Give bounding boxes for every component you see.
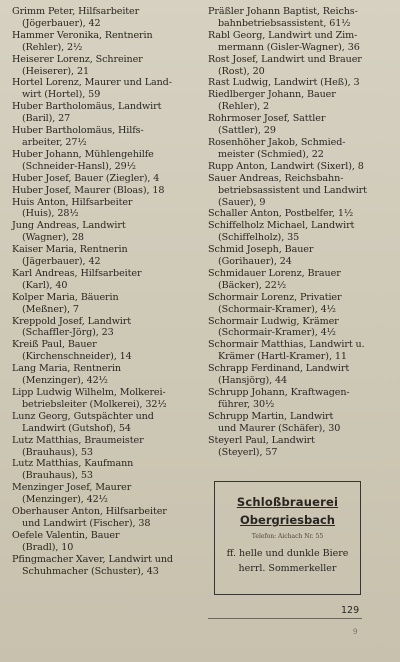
entry-continuation-line: (Hansjörg), 44 <box>218 375 288 387</box>
entry-name-line: Menzinger Josef, Maurer <box>12 482 132 494</box>
footer-mark: 9 <box>353 628 358 636</box>
entry-continuation-line: (Menzinger), 42½ <box>22 375 108 387</box>
entry-continuation-line: (Karl), 40 <box>22 279 68 291</box>
directory-entry <box>208 363 394 387</box>
entry-name-line: Schrapp Ferdinand, Landwirt <box>208 363 350 375</box>
entry-name-line: Präßler Johann Baptist, Reichs- <box>208 6 358 17</box>
entry-continuation-line: (Bäcker), 22½ <box>218 279 287 291</box>
directory-entry <box>208 411 394 435</box>
entry-name-line: Huber Josef, Bauer (Ziegler), 4 <box>12 172 160 184</box>
entry-name-line: Schaller Anton, Postbelfer, 1½ <box>208 208 354 220</box>
entry-name-line: Lutz Matthias, Braumeister <box>12 434 144 446</box>
entry-name-line: Huis Anton, Hilfsarbeiter <box>12 196 133 208</box>
directory-entry <box>12 54 202 78</box>
entry-name-line: Hammer Veronika, Rentnerin <box>12 29 153 41</box>
entry-name-line: Kaiser Maria, Rentnerin <box>12 244 128 256</box>
entry-continuation-line: (Jägerbauer), 42 <box>22 256 101 268</box>
directory-entry <box>12 30 202 54</box>
entry-continuation-line: (Kirchenschneider), 14 <box>22 351 132 363</box>
entry-continuation-line: (Steyerl), 57 <box>218 446 278 458</box>
entry-continuation-line: wirt (Hortel), 59 <box>22 89 101 101</box>
directory-entry <box>12 530 202 554</box>
directory-entry <box>12 363 202 387</box>
directory-entry <box>208 208 394 220</box>
entry-name-line: Lunz Georg, Gutspächter und <box>12 410 154 422</box>
directory-entry <box>208 435 394 459</box>
entry-continuation-line: (Jögerbauer), 42 <box>22 17 101 29</box>
entry-continuation-line: (Baril), 27 <box>22 113 71 125</box>
entry-name-line: Kreiß Paul, Bauer <box>12 339 97 351</box>
directory-entry <box>12 292 202 316</box>
left-column <box>12 6 202 578</box>
entry-continuation-line: (Huis), 28½ <box>22 208 79 220</box>
entry-continuation-line: und Landwirt (Fischer), 38 <box>22 517 151 529</box>
ad-title: Schloßbrauerei <box>236 495 339 509</box>
entry-continuation-line: (Rehler), 2½ <box>22 41 83 53</box>
entry-continuation-line: (Schormair-Kramer), 4½ <box>218 327 336 339</box>
entry-continuation-line: (Brauhaus), 53 <box>22 470 93 482</box>
directory-entry <box>208 6 394 30</box>
entry-name-line: Huber Bartholomäus, Hilfs- <box>12 125 144 137</box>
entry-name-line: Riedlberger Johann, Bauer <box>208 89 336 101</box>
entry-name-line: Huber Johann, Mühlengehilfe <box>12 148 154 160</box>
directory-entry <box>12 435 202 459</box>
page-number: 129 <box>341 605 360 616</box>
entry-name-line: Schmidauer Lorenz, Brauer <box>208 267 341 279</box>
ad-place: Obergriesbach <box>240 513 335 527</box>
entry-continuation-line: (Rehler), 2 <box>218 101 270 113</box>
directory-entry <box>208 220 394 244</box>
brewery-advertisement <box>214 481 361 595</box>
entry-continuation-line: Landwirt (Gutshof), 54 <box>22 422 131 434</box>
entry-name-line: Oefele Valentin, Bauer <box>12 529 120 541</box>
entry-continuation-line: (Sattler), 29 <box>218 125 276 137</box>
entry-continuation-line: Schuhmacher (Schuster), 43 <box>22 565 159 577</box>
directory-entry <box>208 77 394 89</box>
entry-name-line: Oberhauser Anton, Hilfsarbeiter <box>12 506 167 518</box>
directory-entry <box>12 77 202 101</box>
directory-entry <box>12 339 202 363</box>
entry-continuation-line: (Brauhaus), 53 <box>22 446 93 458</box>
entry-continuation-line: arbeiter, 27½ <box>22 136 87 148</box>
entry-name-line: Rosenhöher Jakob, Schmied- <box>208 136 346 148</box>
entry-name-line: Huber Josef, Maurer (Bloas), 18 <box>12 184 165 196</box>
entry-name-line: Huber Bartholomäus, Landwirt <box>12 101 162 113</box>
entry-continuation-line: mermann (Gisler-Wagner), 36 <box>218 41 360 53</box>
directory-entry <box>12 125 202 149</box>
directory-entry <box>208 316 394 340</box>
entry-name-line: Schiffelholz Michael, Landwirt <box>208 220 355 232</box>
entry-name-line: Sauer Andreas, Reichsbahn- <box>208 172 344 184</box>
directory-entry <box>208 244 394 268</box>
entry-name-line: Rohrmoser Josef, Sattler <box>208 113 326 125</box>
entry-name-line: Schormair Ludwig, Krämer <box>208 315 339 327</box>
directory-entry <box>12 197 202 221</box>
entry-name-line: Schmid Joseph, Bauer <box>208 244 314 256</box>
directory-entry <box>12 244 202 268</box>
directory-entry <box>12 185 202 197</box>
directory-entry <box>208 137 394 161</box>
entry-name-line: Rabl Georg, Landwirt und Zim- <box>208 29 358 41</box>
right-column <box>208 6 394 458</box>
entry-continuation-line: meister (Schmied), 22 <box>218 148 324 160</box>
entry-name-line: Lipp Ludwig Wilhelm, Molkerei- <box>12 387 166 398</box>
directory-entry <box>12 482 202 506</box>
entry-continuation-line: betriebsleiter (Molkerei), 32½ <box>22 398 167 410</box>
entry-name-line: Heiserer Lorenz, Schreiner <box>12 53 143 65</box>
directory-entry <box>12 149 202 173</box>
entry-name-line: Schrupp Martin, Landwirt <box>208 410 334 422</box>
directory-entry <box>208 292 394 316</box>
directory-entry <box>12 458 202 482</box>
entry-name-line: Rupp Anton, Landwirt (Sixerl), 8 <box>208 160 364 172</box>
entry-continuation-line: (Schneider-Hansl), 29½ <box>22 160 136 172</box>
entry-continuation-line: (Bradl), 10 <box>22 541 74 553</box>
entry-continuation-line: (Schaffler-Jörg), 23 <box>22 327 114 339</box>
entry-name-line: Rost Josef, Landwirt und Brauer <box>208 53 362 65</box>
entry-name-line: Schormair Lorenz, Privatier <box>208 291 342 303</box>
directory-entry <box>208 113 394 137</box>
entry-name-line: Lang Maria, Rentnerin <box>12 363 122 375</box>
entry-continuation-line: (Menzinger), 42½ <box>22 494 108 506</box>
entry-continuation-line: (Rost), 20 <box>218 65 265 77</box>
entry-continuation-line: betriebsassistent und Landwirt <box>218 184 367 196</box>
entry-continuation-line: (Sauer), 9 <box>218 196 266 208</box>
entry-name-line: Kolper Maria, Bäuerin <box>12 291 119 303</box>
entry-name-line: Lutz Matthias, Kaufmann <box>12 458 134 470</box>
directory-entry <box>208 54 394 78</box>
ad-telephone: Telefon: Aichach Nr. 55 <box>251 533 324 540</box>
directory-entry <box>208 339 394 363</box>
entry-name-line: Steyerl Paul, Landwirt <box>208 434 315 446</box>
directory-entry <box>12 220 202 244</box>
entry-continuation-line: (Schiffelholz), 35 <box>218 232 300 244</box>
directory-entry <box>12 554 202 578</box>
footer-rule <box>208 618 362 619</box>
entry-continuation-line: (Schormair-Kramer), 4½ <box>218 303 336 315</box>
ad-line-beers: ff. helle und dunkle Biere <box>226 548 349 559</box>
entry-continuation-line: und Maurer (Schäfer), 30 <box>218 422 341 434</box>
entry-name-line: Karl Andreas, Hilfsarbeiter <box>12 267 142 279</box>
directory-entry <box>12 173 202 185</box>
directory-entry <box>208 268 394 292</box>
entry-continuation-line: führer, 30½ <box>218 398 275 410</box>
entry-name-line: Jung Andreas, Landwirt <box>12 220 126 232</box>
directory-entry <box>12 316 202 340</box>
entry-name-line: Kreppold Josef, Landwirt <box>12 315 132 327</box>
directory-entry <box>12 411 202 435</box>
entry-name-line: Schormair Matthias, Landwirt u. <box>208 339 365 351</box>
entry-name-line: Hortel Lorenz, Maurer und Land- <box>12 77 172 89</box>
entry-name-line: Grimm Peter, Hilfsarbeiter <box>12 6 140 17</box>
directory-entry <box>12 6 202 30</box>
entry-continuation-line: (Meßner), 7 <box>22 303 79 315</box>
directory-entry <box>208 161 394 173</box>
directory-entry <box>208 30 394 54</box>
directory-entry <box>12 387 202 411</box>
entry-continuation-line: (Wagner), 28 <box>22 232 84 244</box>
ad-line-beer-garden: herrl. Sommerkeller <box>238 563 337 574</box>
directory-entry <box>208 387 394 411</box>
directory-entry <box>12 506 202 530</box>
entry-continuation-line: Krämer (Hartl-Kramer), 11 <box>218 351 347 363</box>
directory-entry <box>208 89 394 113</box>
entry-continuation-line: bahnbetriebsassistent, 61½ <box>218 17 351 29</box>
directory-entry <box>208 173 394 209</box>
entry-name-line: Schrupp Johann, Kraftwagen- <box>208 387 350 398</box>
entry-continuation-line: (Gorihauer), 24 <box>218 256 292 268</box>
entry-name-line: Pfingmacher Xaver, Landwirt und <box>12 553 173 565</box>
directory-entry <box>12 101 202 125</box>
entry-continuation-line: (Heiserer), 21 <box>22 65 89 77</box>
directory-entry <box>12 268 202 292</box>
entry-name-line: Rast Ludwig, Landwirt (Heß), 3 <box>208 77 360 89</box>
